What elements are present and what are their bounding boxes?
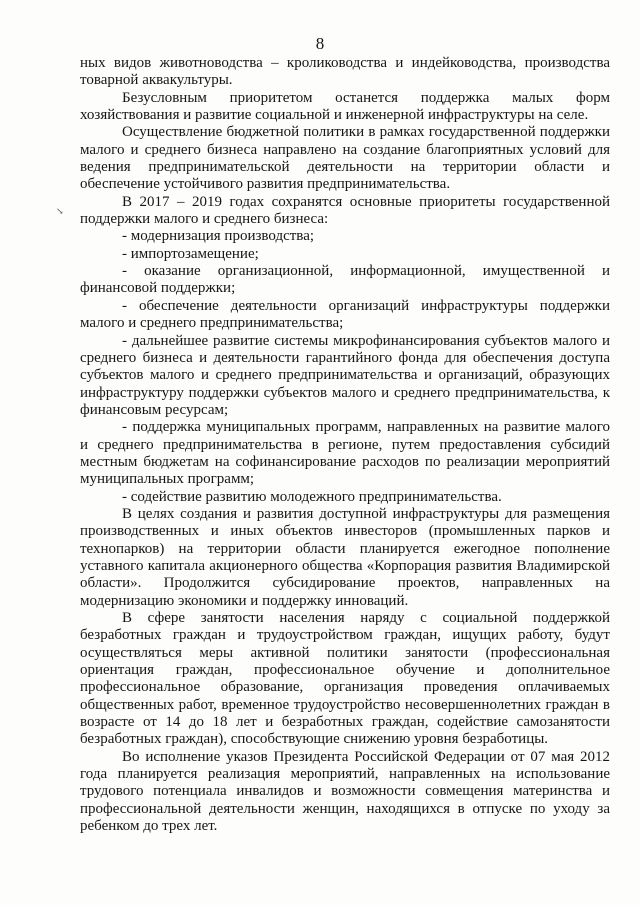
paragraph-employment: В сфере занятости населения наряду с социальной поддержкой безработных граждан и трудоустройством граждан, ищущих работу, будут осуществляться меры активной политики занятости (профессиональная ориентация граждан, профессиональное обучение и дополнительное профессиональное образование, организация проведения оплачиваемых общественных работ, временное трудоустройство несовершеннолетних граждан в возрасте от 14 до 18 лет и безработных граждан, содействие самозанятости безработных граждан), способствующие снижению уровня безработицы. xyxy=(80,610,610,748)
list-item: - оказание организационной, информационной, имущественной и финансовой поддержки; xyxy=(80,263,610,297)
paragraph-priority-small-forms: Безусловным приоритетом останется поддержка малых форм хозяйствования и развитие социальной и инженерной инфраструктуры на селе. xyxy=(80,89,610,124)
list-item: - поддержка муниципальных программ, направленных на развитие малого и среднего предпринимательства в регионе, путем предоставления субсидий местным бюджетам на софинансирование расходов по реализации мероприятий муниципальных программ; xyxy=(80,419,610,488)
paragraph-continuation: ных видов животноводства – кролиководства и индейководства, производства товарной аквакультуры. xyxy=(80,55,610,89)
list-item: - дальнейшее развитие системы микрофинансирования субъектов малого и среднего бизнеса и деятельности гарантийного фонда для обеспечения доступа субъектов малого и среднего предпринимательства и организаций, образующих инфраструктуру поддержки субъектов малого и среднего предпринимательства, к финансовым ресурсам; xyxy=(80,332,610,418)
list-item: - обеспечение деятельности организаций инфраструктуры поддержки малого и среднего предпринимательства; xyxy=(80,297,610,332)
document-body xyxy=(80,55,610,835)
list-item: - модернизация производства; xyxy=(122,228,315,245)
margin-mark-icon: ↘ xyxy=(56,206,64,216)
page-number: 8 xyxy=(315,34,325,53)
paragraph-infrastructure: В целях создания и развития доступной инфраструктуры для размещения производственных и иных объектов инвесторов (промышленных парков и технопарков) на территории области планируется ежегодное пополнение уставного капитала акционерного общества «Корпорация развития Владимирской области». Продолжится субсидирование проектов, направленных на модернизацию экономики и поддержку инноваций. xyxy=(80,505,610,609)
paragraph-budget-policy: Осуществление бюджетной политики в рамках государственной поддержки малого и среднего бизнеса направлено на создание благоприятных условий для ведения предпринимательской деятельности на территории области и обеспечение устойчивого развития предпринимательства. xyxy=(80,124,610,193)
list-item: - содействие развитию молодежного предпринимательства. xyxy=(122,488,502,505)
paragraph-presidential-decrees: Во исполнение указов Президента Российской Федерации от 07 мая 2012 года планируется реализация мероприятий, направленных на использование трудового потенциала инвалидов и возможности совмещения материнства и профессиональной деятельности женщин, находящихся в отпуске по уходу за ребенком до трех лет. xyxy=(80,748,610,835)
list-item: - импортозамещение; xyxy=(122,245,259,262)
paragraph-priorities-intro: В 2017 – 2019 годах сохранятся основные приоритеты государственной поддержки малого и среднего бизнеса: xyxy=(80,193,610,228)
